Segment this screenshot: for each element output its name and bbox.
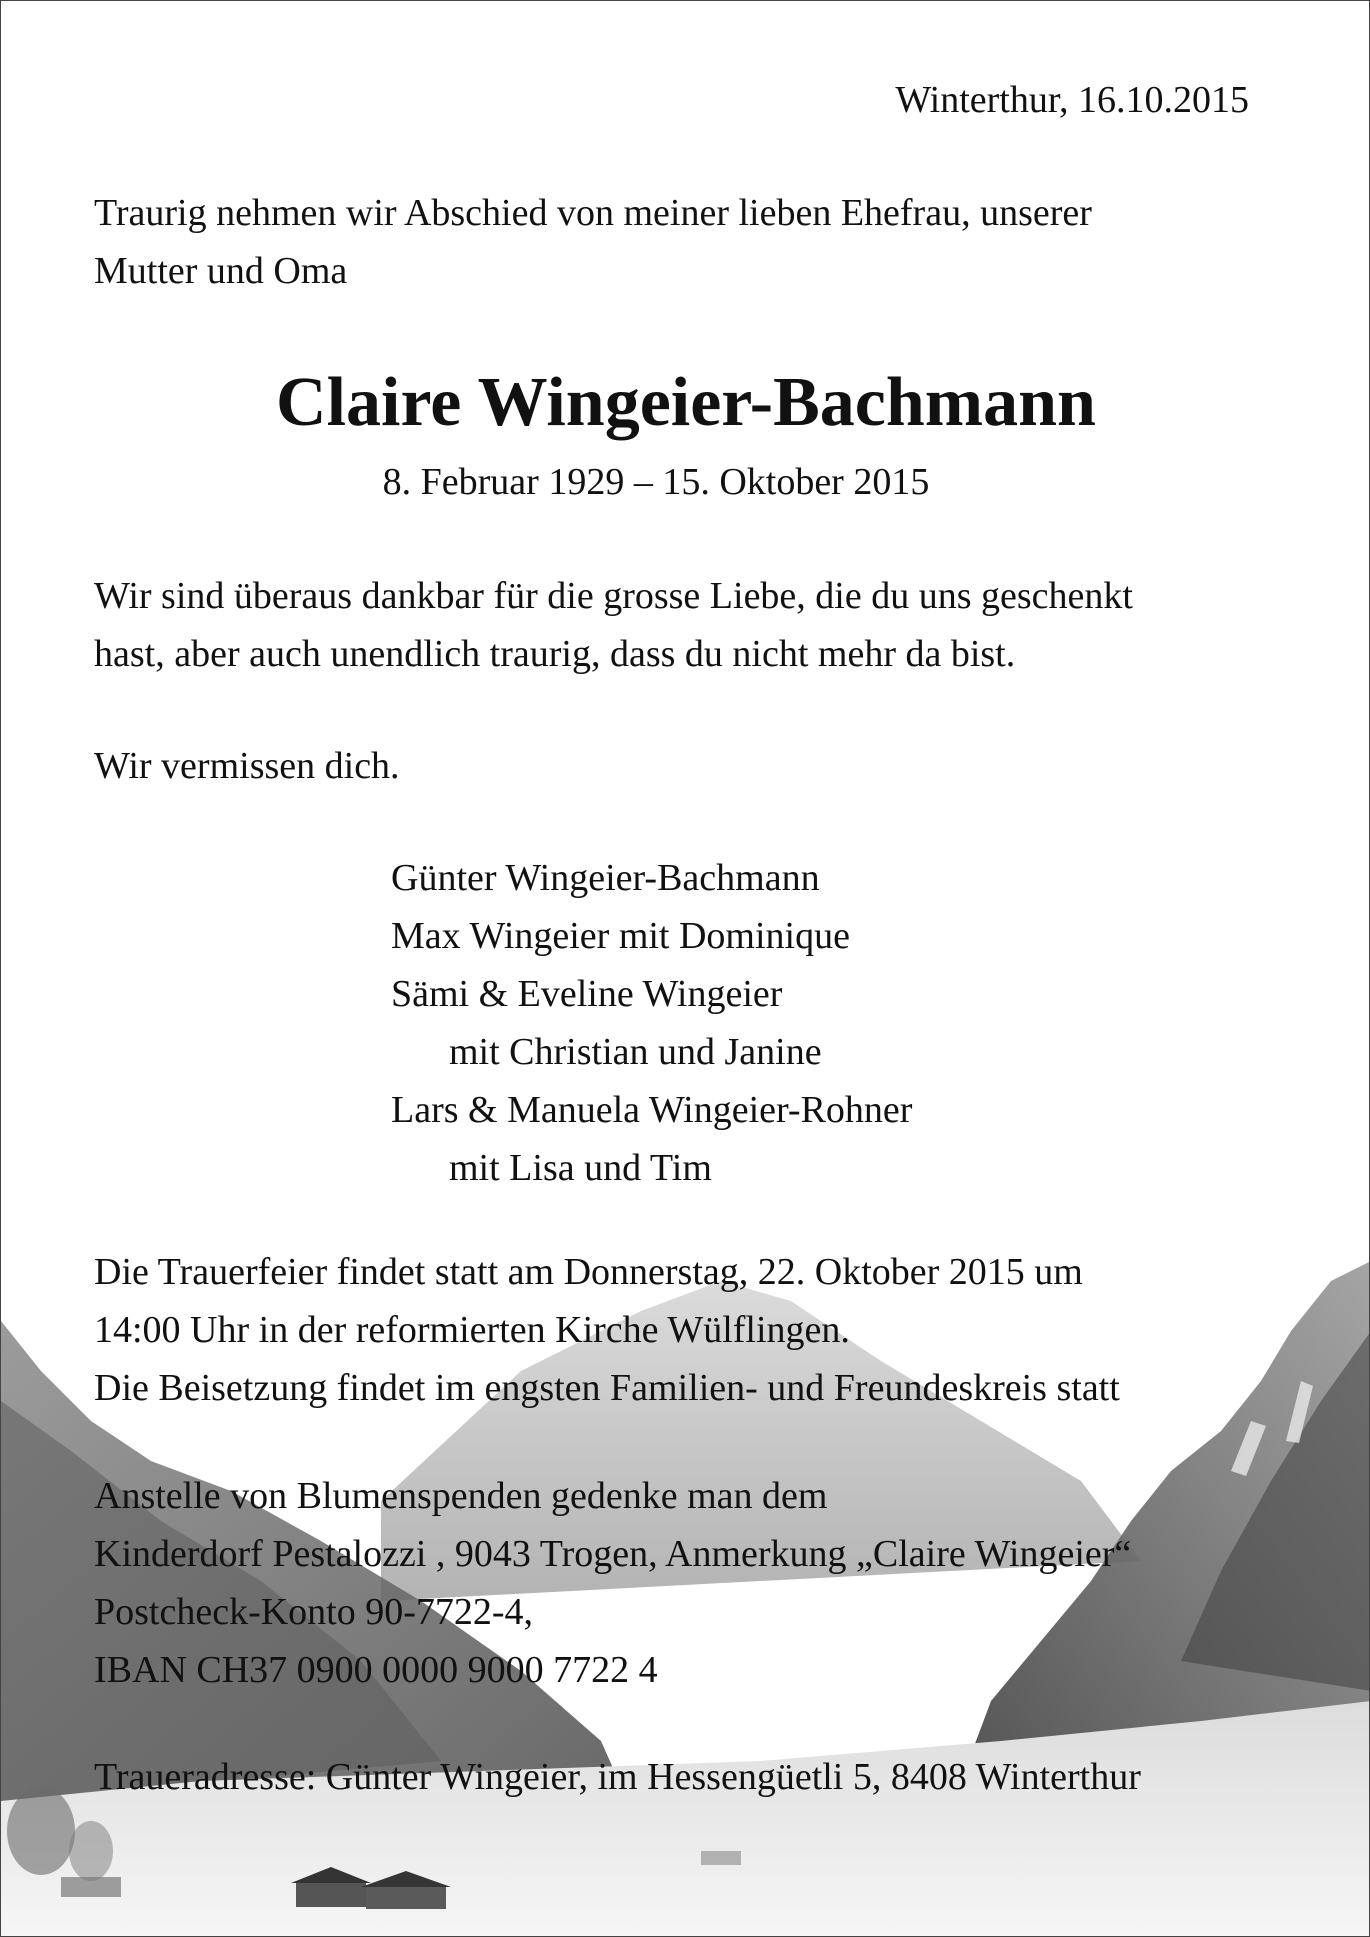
gratitude-line: Wir sind überaus dankbar für die grosse Liebe, die du uns geschenkt bbox=[94, 575, 1133, 617]
intro-text bbox=[94, 184, 1092, 300]
family-member: Sämi & Eveline Wingeier bbox=[391, 973, 783, 1015]
ceremony-line: Die Beisetzung findet im engsten Familien- und Freundeskreis statt bbox=[94, 1367, 1120, 1409]
miss-text: Wir vermissen dich. bbox=[94, 745, 400, 787]
family-member: mit Christian und Janine bbox=[449, 1031, 822, 1073]
donation-line: Anstelle von Blumenspenden gedenke man dem bbox=[94, 1475, 828, 1517]
family-member: Max Wingeier mit Dominique bbox=[391, 915, 850, 957]
ceremony-text bbox=[94, 1243, 1120, 1417]
place-date: Winterthur, 16.10.2015 bbox=[895, 79, 1249, 121]
donation-line: Postcheck-Konto 90-7722-4, bbox=[94, 1591, 534, 1633]
family-list bbox=[391, 849, 912, 1197]
deceased-name: Claire Wingeier-Bachmann bbox=[276, 364, 1096, 441]
intro-line: Traurig nehmen wir Abschied von meiner lieben Ehefrau, unserer bbox=[94, 192, 1092, 234]
gratitude-text bbox=[94, 567, 1133, 683]
family-member: mit Lisa und Tim bbox=[449, 1147, 712, 1189]
family-member: Günter Wingeier-Bachmann bbox=[391, 857, 820, 899]
ceremony-line: 14:00 Uhr in der reformierten Kirche Wülflingen. bbox=[94, 1309, 850, 1351]
donation-line: IBAN CH37 0900 0000 9000 7722 4 bbox=[94, 1649, 658, 1691]
family-member: Lars & Manuela Wingeier-Rohner bbox=[391, 1089, 913, 1131]
gratitude-line: hast, aber auch unendlich traurig, dass du nicht mehr da bist. bbox=[94, 633, 1016, 675]
donation-line: Kinderdorf Pestalozzi , 9043 Trogen, Anmerkung „Claire Wingeier“ bbox=[94, 1533, 1132, 1575]
ceremony-line: Die Trauerfeier findet statt am Donnerstag, 22. Oktober 2015 um bbox=[94, 1251, 1083, 1293]
mourning-address: Traueradresse: Günter Wingeier, im Hessengüetli 5, 8408 Winterthur bbox=[94, 1756, 1141, 1798]
intro-line: Mutter und Oma bbox=[94, 250, 348, 292]
donation-text bbox=[94, 1467, 1131, 1699]
life-dates: 8. Februar 1929 – 15. Oktober 2015 bbox=[382, 461, 930, 503]
